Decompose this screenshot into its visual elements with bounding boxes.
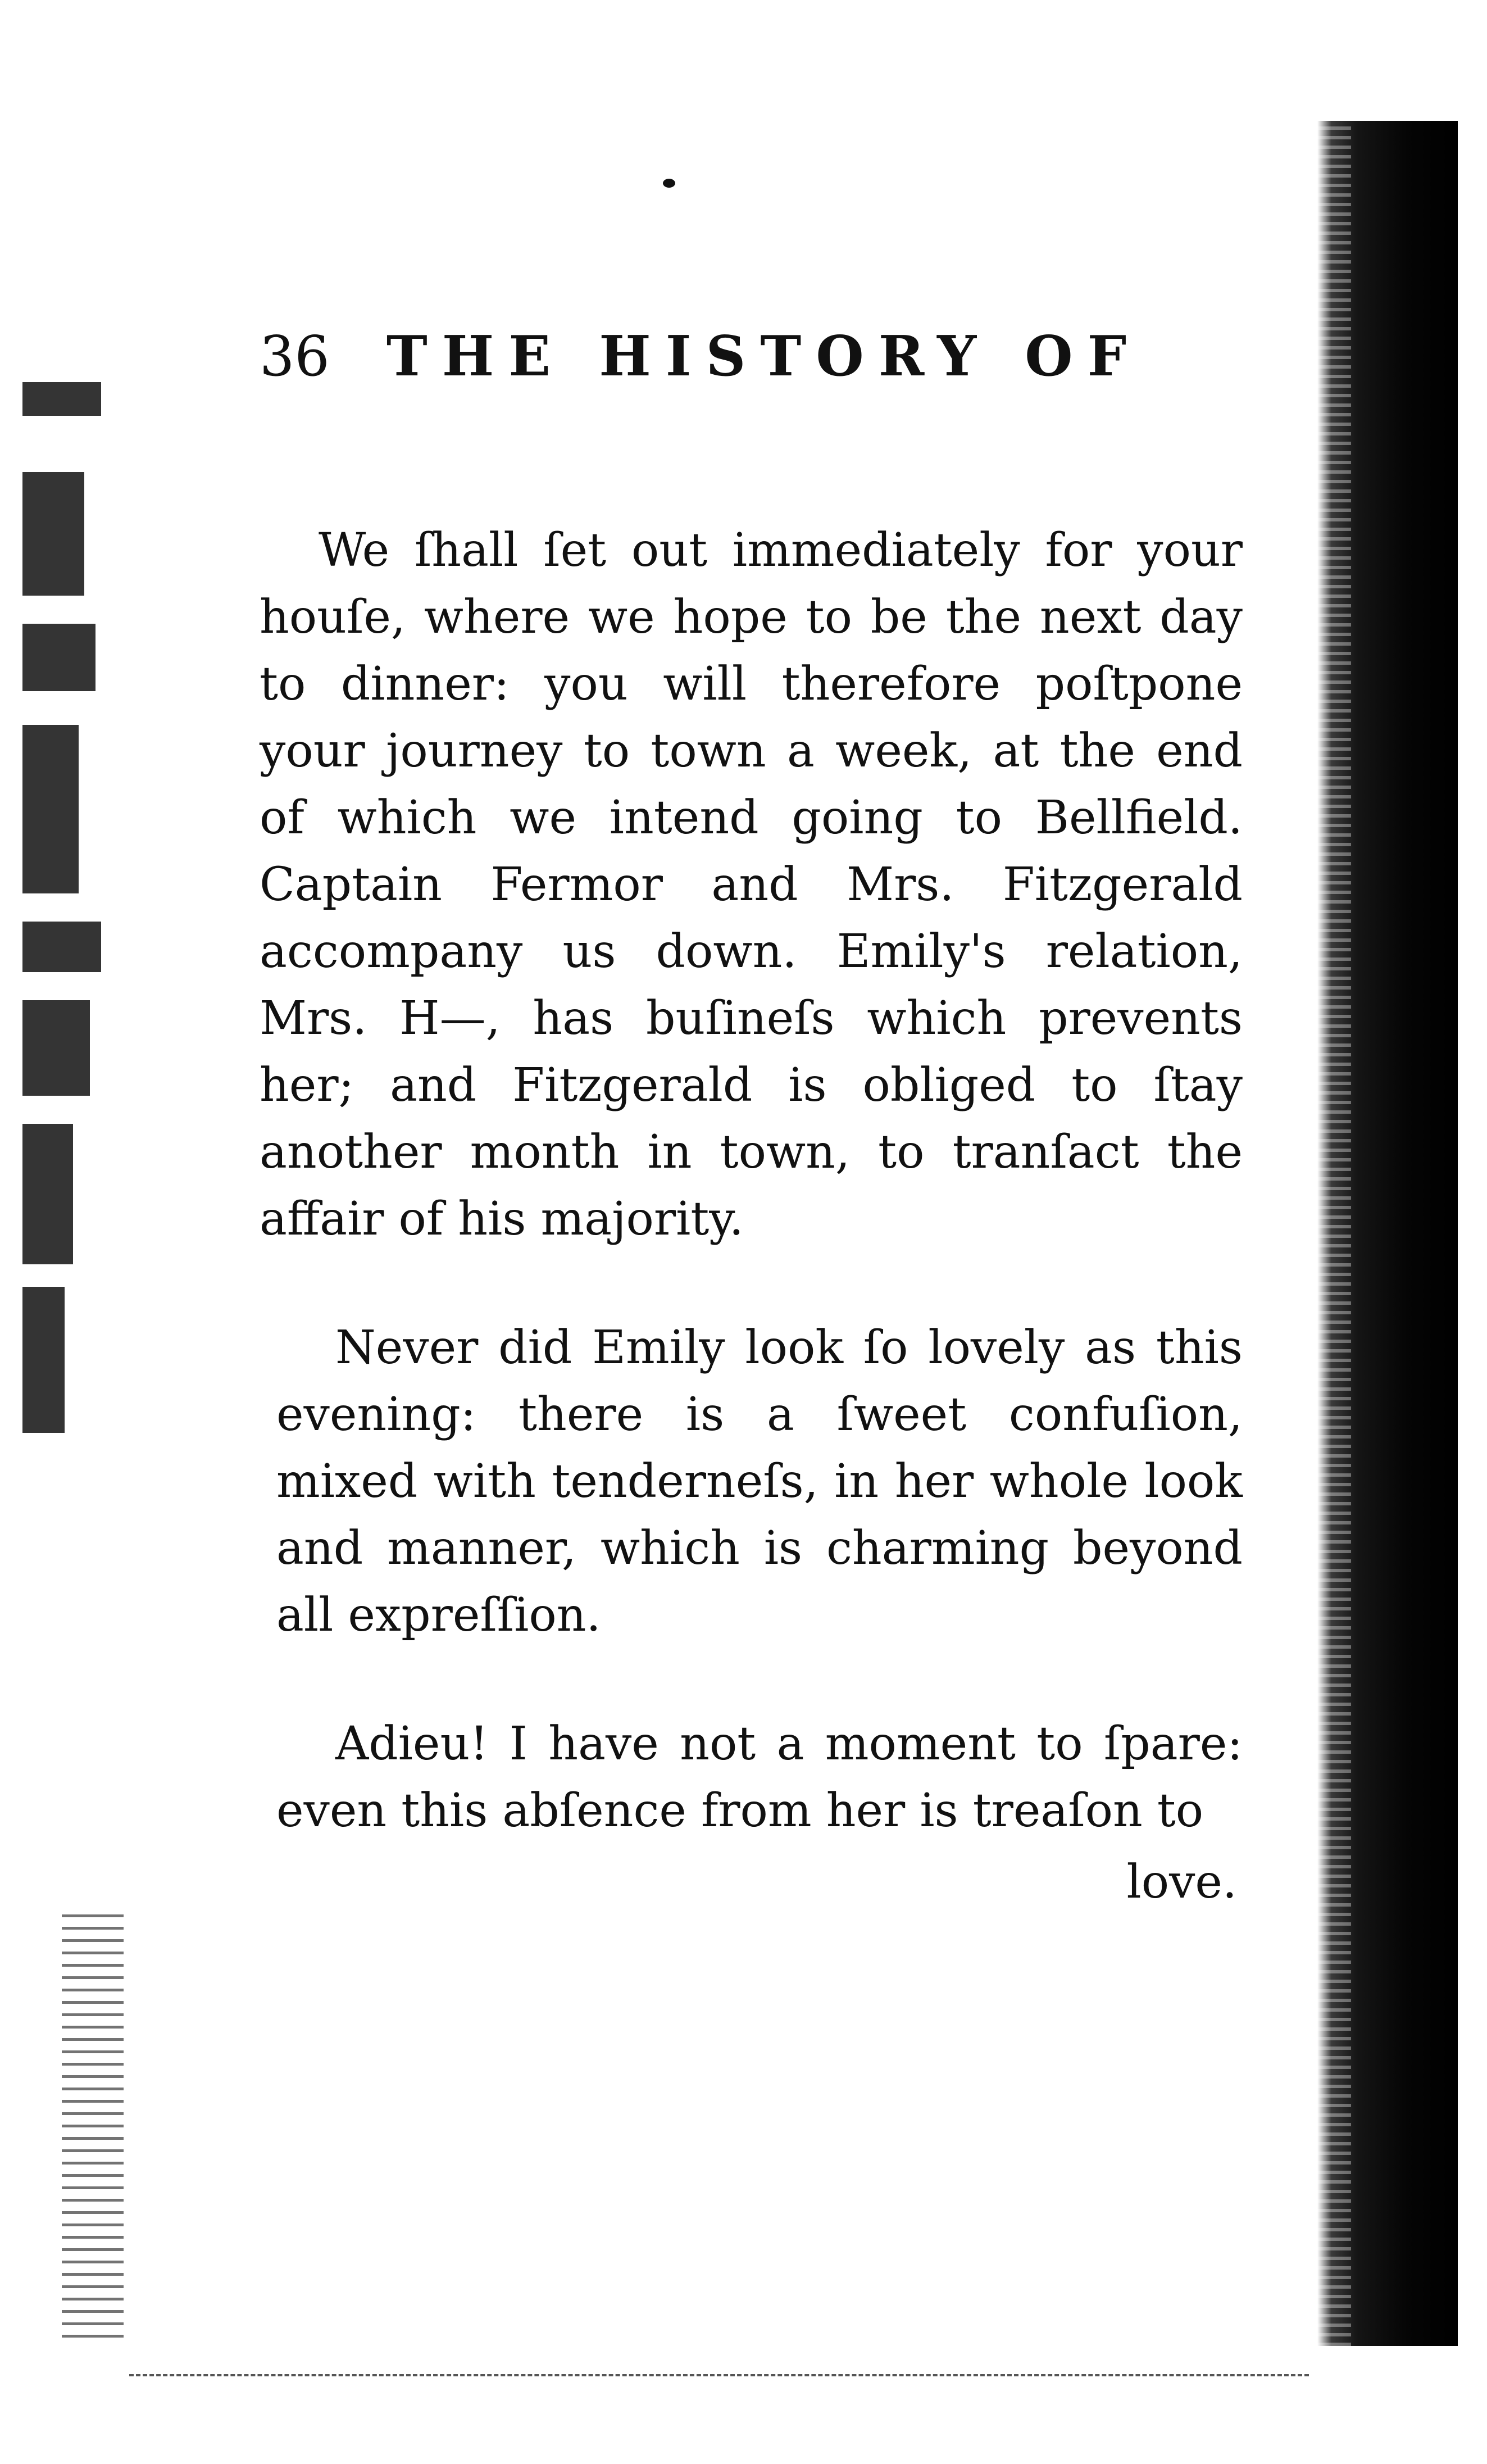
running-header [260, 320, 1215, 393]
paragraph: We ſhall ſet out immediately for your houſe, where we hope to be the next day to dinner: you will therefore poſtpone your journey to town a week, at the end of which we intend going to Bellfield. Captain Fermor and Mrs. Fitzgerald accompany us down. Emily's relation, Mrs. H—, has buſineſs which prevents her; and Fitzgerald is obliged to ſtay another month in town, to tranſact the affair of his majority. [260, 524, 1243, 1246]
catchword: love. [1126, 1855, 1237, 1909]
margin-bleed-marks [22, 382, 107, 1450]
binding-edge [1317, 121, 1458, 2346]
paragraph: Adieu! I have not a moment to ſpare: even this abſence from her is treaſon to [276, 1717, 1243, 1837]
page-bottom-edge [129, 2374, 1309, 2376]
body-text [260, 517, 1243, 1916]
margin-bleed-marks-lower [62, 1911, 124, 2338]
page-number: 36 [260, 325, 330, 389]
running-title: THE HISTORY OF [386, 324, 1142, 389]
paragraph: Never did Emily look ſo lovely as this evening: there is a ſweet confuſion, mixed with tenderneſs, in her whole look and manner, which is charming beyond all expreſſion. [276, 1321, 1243, 1642]
ink-speck [663, 179, 675, 188]
